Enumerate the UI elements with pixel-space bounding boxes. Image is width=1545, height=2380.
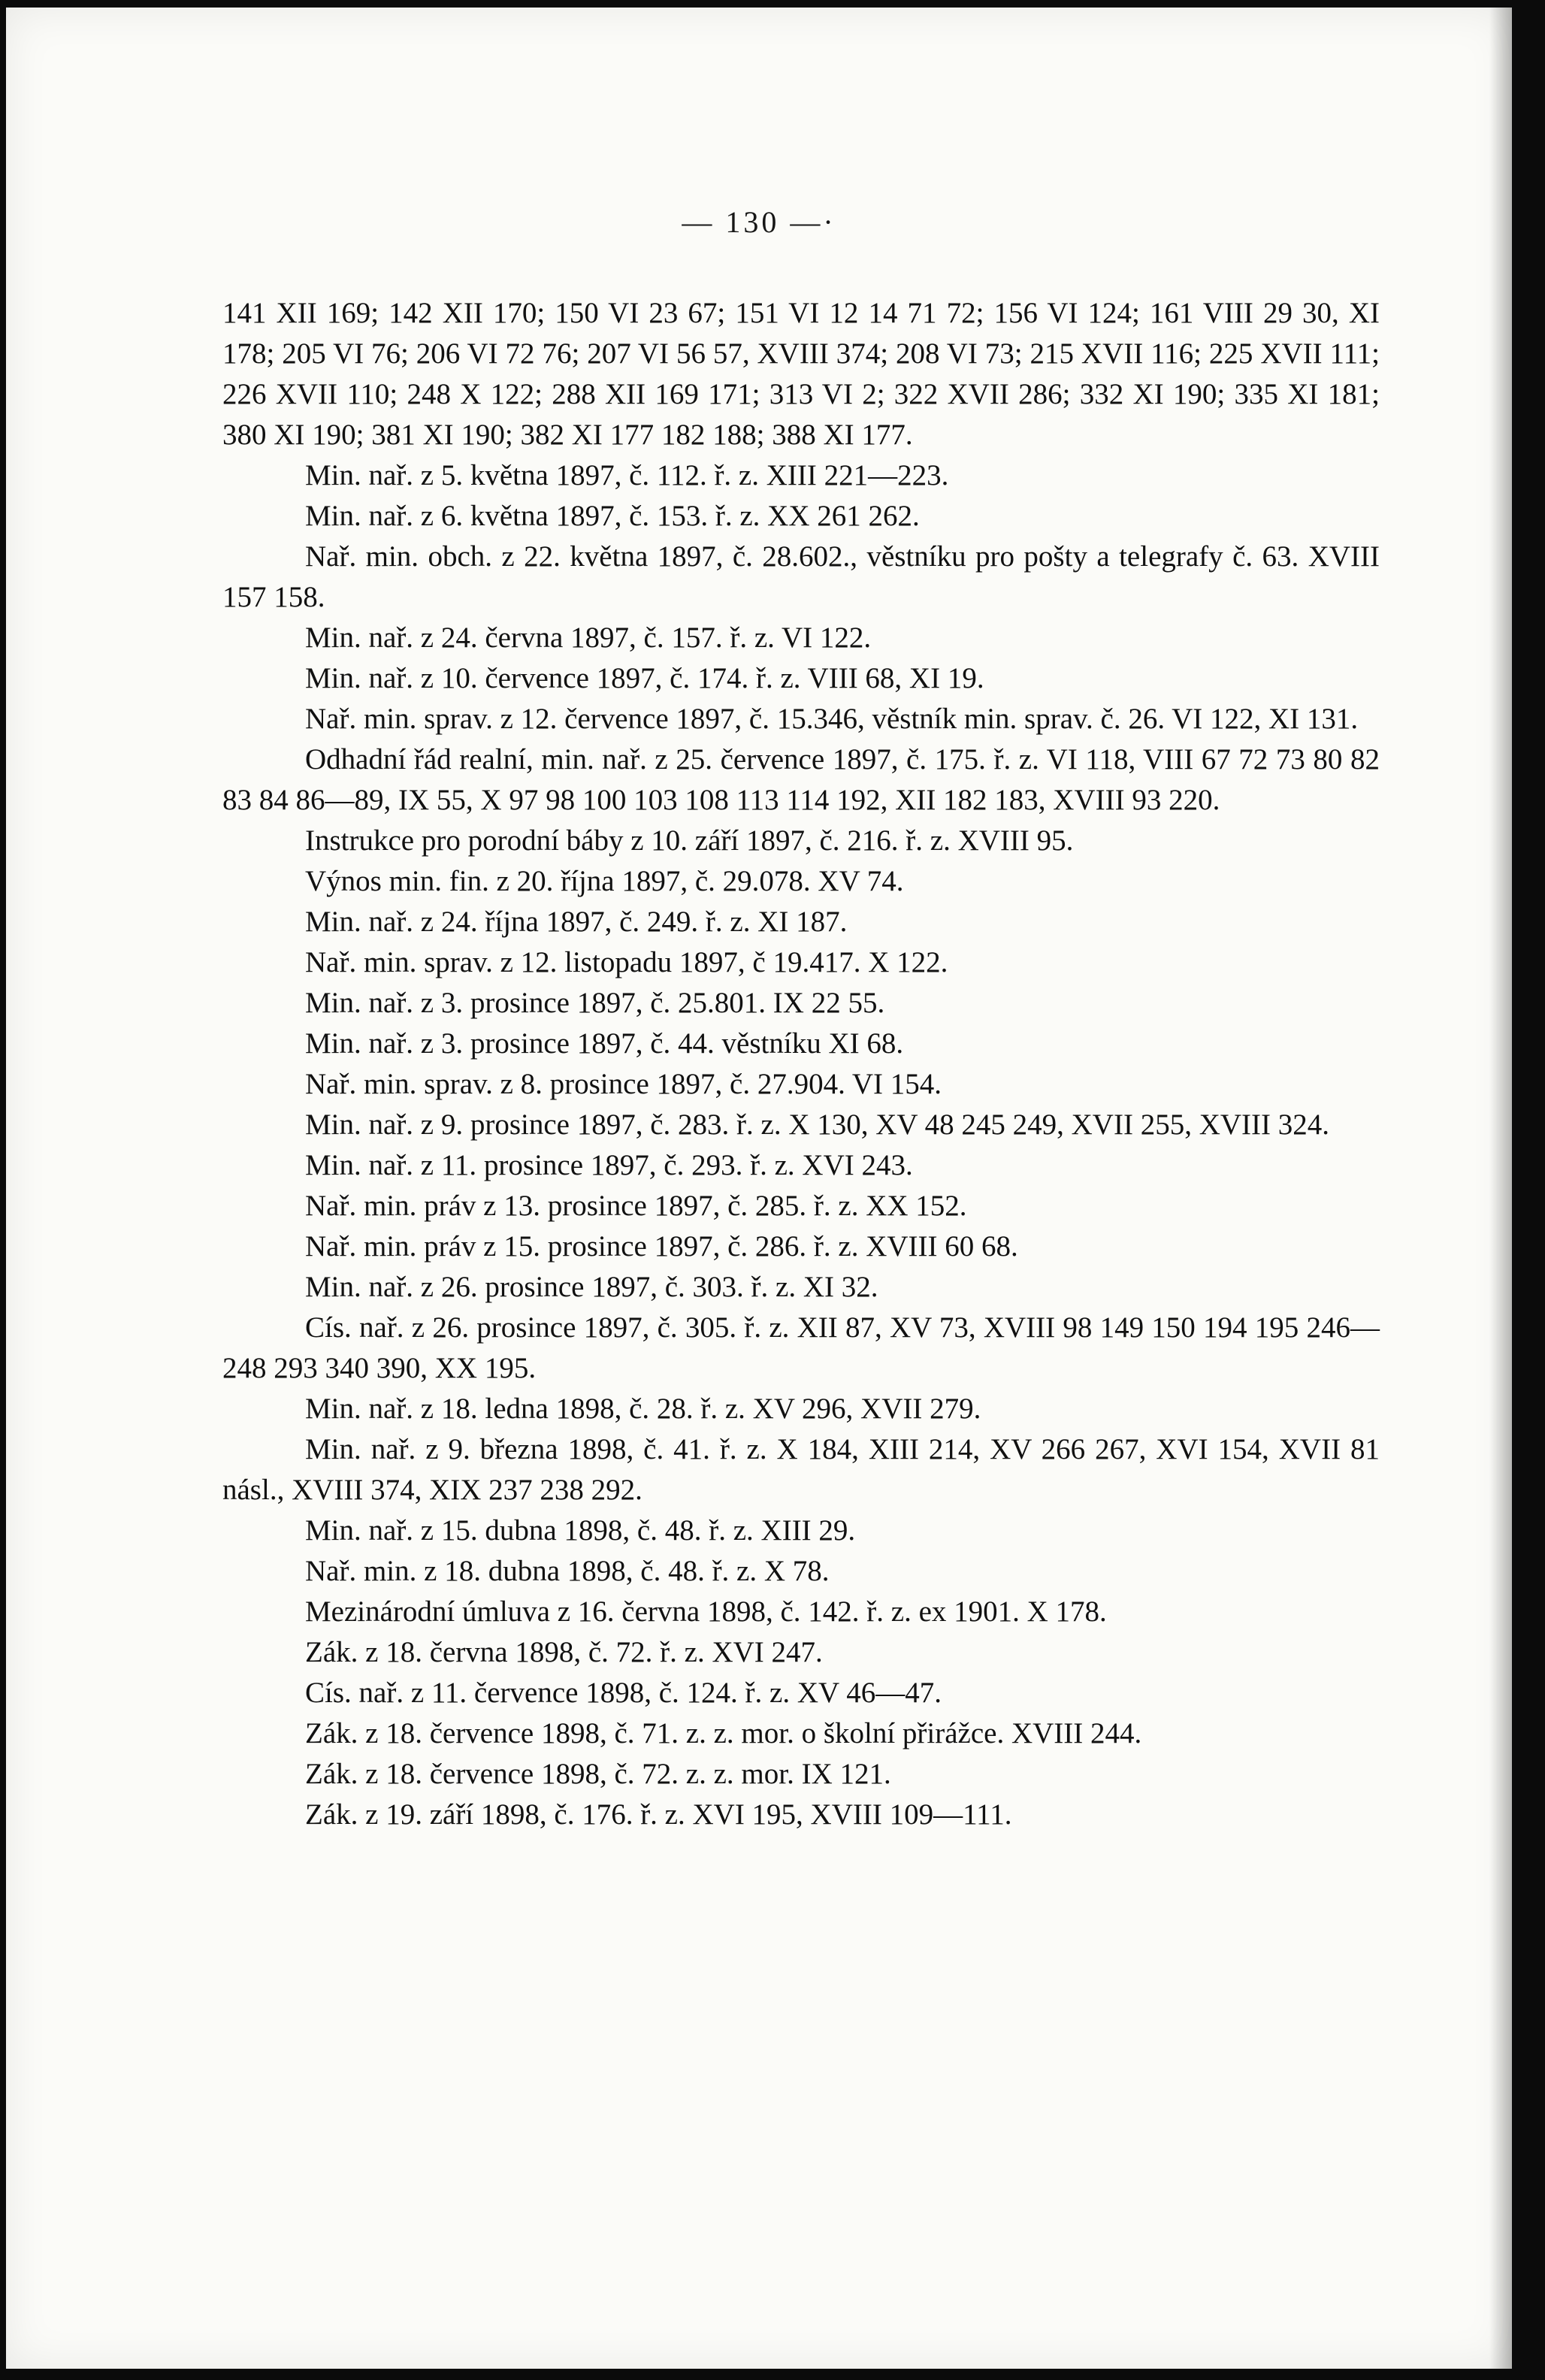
paragraph: Cís. nař. z 11. července 1898, č. 124. ř. z. XV 46—47. (305, 1677, 942, 1709)
paragraph: Nař. min. práv z 15. prosince 1897, č. 286. ř. z. XVIII 60 68. (305, 1230, 1018, 1263)
page-text-body (222, 293, 1380, 1835)
paragraph: Min. nař. z 9. března 1898, č. 41. ř. z. X 184, XIII 214, XV 266 267, XVI 154, XVII 81 násl., XVIII 374, XIX 237 238 292. (222, 1433, 1380, 1506)
paragraph: 141 XII 169; 142 XII 170; 150 VI 23 67; 151 VI 12 14 71 72; 156 VI 124; 161 VIII 29 30, XI 178; 205 VI 76; 206 VI 72 76; 207 VI 56 57, XVIII 374; 208 VI 73; 215 XVII 116; 225 XVII 111; 226 XVII 110; 248 X 122; 288 XII 169 171; 313 VI 2; 322 XVII 286; 332 XI 190; 335 XI 181; 380 XI 190; 381 XI 190; 382 XI 177 182 188; 388 XI 177. (222, 297, 1380, 451)
paragraph: Nař. min. sprav. z 12. listopadu 1897, č 19.417. X 122. (305, 946, 948, 978)
paragraph: Nař. min. práv z 13. prosince 1897, č. 285. ř. z. XX 152. (305, 1190, 967, 1222)
paragraph: Mezinárodní úmluva z 16. června 1898, č. 142. ř. z. ex 1901. X 178. (305, 1595, 1107, 1628)
paragraph: Min. nař. z 15. dubna 1898, č. 48. ř. z. XIII 29. (305, 1514, 856, 1547)
paragraph: Min. nař. z 11. prosince 1897, č. 293. ř. z. XVI 243. (305, 1149, 913, 1181)
paragraph: Zák. z 18. července 1898, č. 72. z. z. mor. IX 121. (305, 1758, 891, 1790)
paragraph: Min. nař. z 26. prosince 1897, č. 303. ř. z. XI 32. (305, 1271, 878, 1303)
paragraph: Min. nař. z 5. května 1897, č. 112. ř. z. XIII 221—223. (305, 459, 949, 491)
paragraph: Zák. z 19. září 1898, č. 176. ř. z. XVI 195, XVIII 109—111. (305, 1798, 1012, 1831)
paragraph: Min. nař. z 3. prosince 1897, č. 44. věstníku XI 68. (305, 1027, 904, 1060)
paragraph: Výnos min. fin. z 20. října 1897, č. 29.078. XV 74. (305, 865, 904, 897)
page-edge-shadow (1489, 8, 1512, 2369)
paragraph: Nař. min. sprav. z 8. prosince 1897, č. 27.904. VI 154. (305, 1068, 942, 1100)
paragraph: Min. nař. z 24. října 1897, č. 249. ř. z. XI 187. (305, 906, 848, 938)
paragraph: Min. nař. z 6. května 1897, č. 153. ř. z. XX 261 262. (305, 500, 920, 532)
paragraph: Min. nař. z 18. ledna 1898, č. 28. ř. z. XV 296, XVII 279. (305, 1393, 981, 1425)
paragraph: Nař. min. obch. z 22. května 1897, č. 28.602., věstníku pro pošty a telegrafy č. 63. XVIII 157 158. (222, 540, 1380, 613)
paragraph: Min. nař. z 9. prosince 1897, č. 283. ř. z. X 130, XV 48 245 249, XVII 255, XVIII 324. (305, 1108, 1329, 1141)
paragraph: Instrukce pro porodní báby z 10. září 1897, č. 216. ř. z. XVIII 95. (305, 824, 1074, 857)
paragraph: Zák. z 18. července 1898, č. 71. z. z. mor. o školní přirážce. XVIII 244. (305, 1717, 1142, 1749)
paragraph: Nař. min. sprav. z 12. července 1897, č. 15.346, věstník min. sprav. č. 26. VI 122, XI 131. (305, 703, 1359, 735)
paragraph: Cís. nař. z 26. prosince 1897, č. 305. ř. z. XII 87, XV 73, XVIII 98 149 150 194 195 246—248 293 340 390, XX 195. (222, 1311, 1380, 1384)
paragraph: Nař. min. z 18. dubna 1898, č. 48. ř. z. X 78. (305, 1555, 830, 1587)
paragraph: Odhadní řád realní, min. nař. z 25. července 1897, č. 175. ř. z. VI 118, VIII 67 72 73 80 82 83 84 86—89, IX 55, X 97 98 100 103 108 113 114 192, XII 182 183, XVIII 93 220. (222, 743, 1380, 816)
book-page (6, 8, 1512, 2369)
paragraph: Min. nař. z 24. června 1897, č. 157. ř. z. VI 122. (305, 621, 872, 654)
paragraph: Min. nař. z 3. prosince 1897, č. 25.801. IX 22 55. (305, 987, 885, 1019)
paragraph: Zák. z 18. června 1898, č. 72. ř. z. XVI 247. (305, 1636, 823, 1668)
paragraph: Min. nař. z 10. července 1897, č. 174. ř. z. VIII 68, XI 19. (305, 662, 984, 694)
page-number: — 130 —· (682, 205, 836, 239)
